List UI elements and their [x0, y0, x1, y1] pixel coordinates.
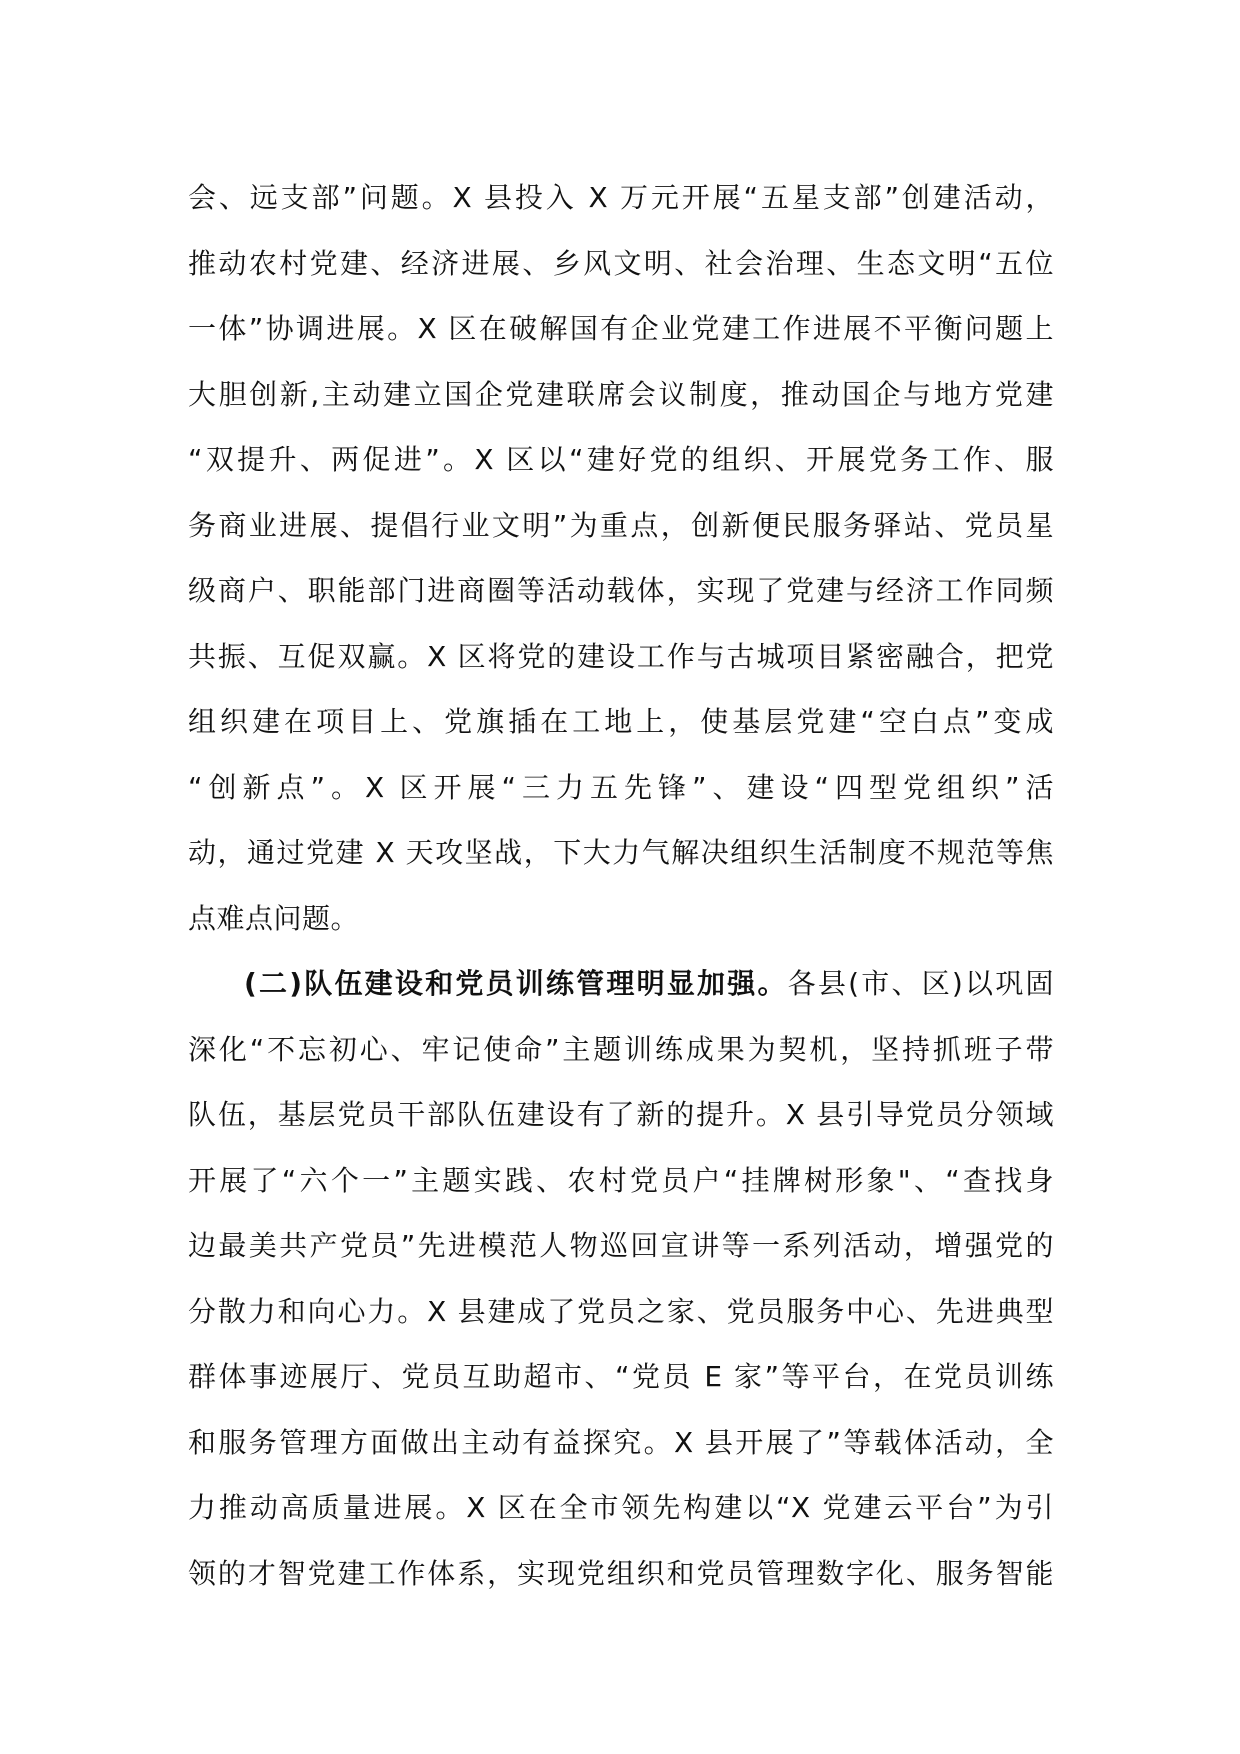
text-line: 组织建在项目上、党旗插在工地上，使基层党建“空白点”变成 [188, 705, 1054, 738]
text-line: 力推动高质量进展。X 区在全市领先构建以“X 党建云平台”为引 [188, 1491, 1054, 1524]
heading-rest-text: 各县(市、区)以巩固 [787, 967, 1054, 1000]
text-line: 一体”协调进展。X 区在破解国有企业党建工作进展不平衡问题上 [188, 312, 1054, 345]
text-line: 队伍，基层党员干部队伍建设有了新的提升。X 县引导党员分领域 [188, 1098, 1054, 1131]
text-line: 领的才智党建工作体系，实现党组织和党员管理数字化、服务智能 [188, 1556, 1054, 1590]
text-line: 群体事迹展厅、党员互助超市、“党员 E 家”等平台，在党员训练 [188, 1360, 1054, 1393]
paragraph-1 [188, 165, 1054, 951]
text-line-first [188, 951, 1054, 1017]
text-line: 级商户、职能部门进商圈等活动载体，实现了党建与经济工作同频 [188, 574, 1054, 607]
text-line: 动，通过党建 X 天攻坚战，下大力气解决组织生活制度不规范等焦 [188, 836, 1054, 869]
text-line: “双提升、两促进”。X 区以“建好党的组织、开展党务工作、服 [188, 443, 1054, 476]
text-line: 共振、互促双赢。X 区将党的建设工作与古城项目紧密融合，把党 [188, 639, 1054, 673]
text-line: 边最美共产党员”先进模范人物巡回宣讲等一系列活动，增强党的 [188, 1229, 1054, 1262]
text-line: “创新点”。X 区开展“三力五先锋”、建设“四型党组织”活 [188, 770, 1054, 804]
text-line: 大胆创新,主动建立国企党建联席会议制度，推动国企与地方党建 [188, 377, 1054, 411]
paragraph-2 [188, 951, 1054, 1606]
text-line: 会、远支部”问题。X 县投入 X 万元开展“五星支部”创建活动， [188, 181, 1054, 214]
text-line: 务商业进展、提倡行业文明”为重点，创新便民服务驿站、党员星 [188, 508, 1054, 542]
section-heading: (二)队伍建设和党员训练管理明显加强。 [244, 967, 788, 1000]
text-line: 和服务管理方面做出主动有益探究。X 县开展了”等载体活动，全 [188, 1425, 1054, 1459]
text-line: 推动农村党建、经济进展、乡风文明、社会治理、生态文明“五位 [188, 246, 1054, 280]
text-line: 点难点问题。 [188, 901, 360, 935]
text-line: 开展了“六个一”主题实践、农村党员户“挂牌树形象"、“查找身 [188, 1163, 1054, 1197]
text-line: 分散力和向心力。X 县建成了党员之家、党员服务中心、先进典型 [188, 1294, 1054, 1328]
body-text [188, 165, 1054, 1606]
text-line: 深化“不忘初心、牢记使命”主题训练成果为契机，坚持抓班子带 [188, 1032, 1054, 1066]
